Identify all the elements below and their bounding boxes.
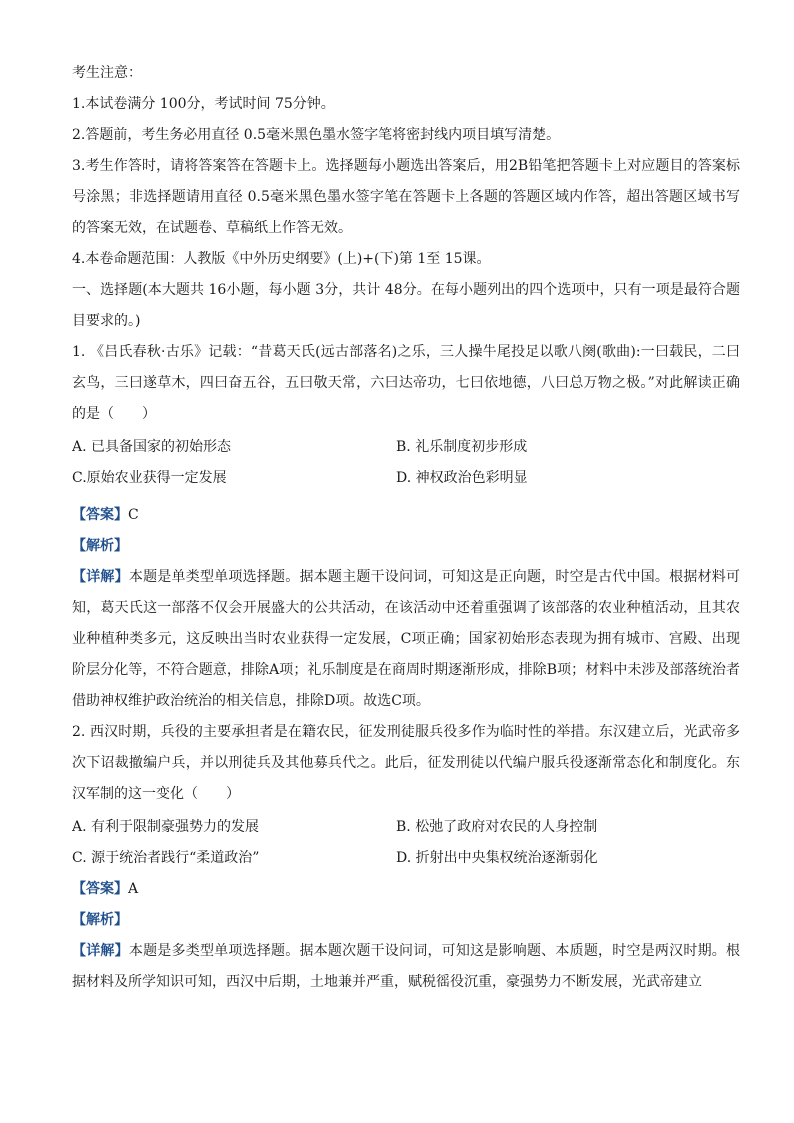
options-list [72,432,740,494]
analysis-label: 【解析】 [72,538,128,554]
detail-label: 【详解】 [72,943,129,959]
option-c: C.原始农业获得一定发展 [72,470,227,486]
notice-item-2: 2.答题前，考生务必用直径 0.5毫米黑色墨水签字笔将密封线内项目填写清楚。 [72,127,561,143]
detail-paragraph [72,562,740,717]
options-list [72,812,740,874]
answer-row [72,874,740,905]
notice-item-3: 3.考生作答时，请将答案答在答题卡上。选择题每小题选出答案后，用2B铅笔把答题卡上对应题目的答案标号涂黑；非选择题请用直径 0.5毫米黑色墨水签字笔在答题卡上各题的答题区域内作答，超出答题区域书写的答案无效，在试题卷、草稿纸上作答无效。 [72,158,740,236]
detail-text: 本题是多类型单项选择题。据本题次题干设问词，可知这是影响题、本质题，时空是两汉时期。根据材料及所学知识可知，西汉中后期，土地兼并严重，赋税徭役沉重，豪强势力不断发展，光武帝建立 [72,943,741,990]
answer-value: A [128,881,139,897]
question-stem: 1. 《吕氏春秋·古乐》记载：“昔葛天氏(远古部落名)之乐，三人操牛尾投足以歌八阕(歌曲):一曰载民，二曰玄鸟，三曰遂草木，四曰奋五谷，五曰敬天常，六曰达帝功，七曰依地德，八曰总万物之极。”对此解读正确的是（ ） [72,344,740,422]
exam-page [72,58,740,998]
detail-label: 【详解】 [72,569,129,585]
option-d: D. 折射出中央集权统治逐渐弱化 [396,850,598,866]
notice-item-1: 1.本试卷满分 100分，考试时间 75分钟。 [72,96,335,112]
option-b: B. 松弛了政府对农民的人身控制 [396,819,598,835]
option-d: D. 神权政治色彩明显 [396,470,528,486]
option-b: B. 礼乐制度初步形成 [396,439,528,455]
analysis-label: 【解析】 [72,912,128,928]
option-a: A. 已具备国家的初始形态 [72,439,232,455]
notice-item-4: 4.本卷命题范围：人教版《中外历史纲要》(上)+(下)第 1至 15课。 [72,251,491,267]
notice-section [72,58,740,275]
detail-text: 本题是单类型单项选择题。据本题主题干设问词，可知这是正向题，时空是古代中国。根据材料可知，葛天氏这一部落不仅会开展盛大的公共活动，在该活动中还着重强调了该部落的农业种植活动，且其农业种植种类多元，这反映出当时农业获得一定发展，C项正确；国家初始形态表现为拥有城市、宫殿、出现阶层分化等，不符合题意，排除A项；礼乐制度是在商周时期逐渐形成，排除B项；材料中未涉及部落统治者借助神权维护政治统治的相关信息，排除D项。故选C项。 [72,569,741,709]
option-a: A. 有利于限制豪强势力的发展 [72,819,260,835]
section-title: 一、选择题(本大题共 16小题，每小题 3分，共计 48分。在每小题列出的四个选项中，只有一项是最符合题目要求的。) [72,282,740,329]
answer-label: 【答案】 [72,507,128,523]
analysis-row [72,905,740,936]
question-2 [72,717,740,998]
notice-heading: 考生注意： [72,65,142,81]
question-stem: 2. 西汉时期，兵役的主要承担者是在籍农民，征发刑徒服兵役多作为临时性的举措。东汉建立后，光武帝多次下诏裁撤编户兵，并以刑徒兵及其他募兵代之。此后，征发刑徒以代编户服兵役逐渐常态化和制度化。东汉军制的这一变化（ ） [72,724,740,802]
answer-value: C [128,507,139,523]
question-1 [72,337,740,717]
answer-label: 【答案】 [72,881,128,897]
detail-paragraph [72,936,740,998]
option-c: C. 源于统治者践行“柔道政治” [72,850,260,866]
analysis-row [72,531,740,562]
answer-row [72,500,740,531]
